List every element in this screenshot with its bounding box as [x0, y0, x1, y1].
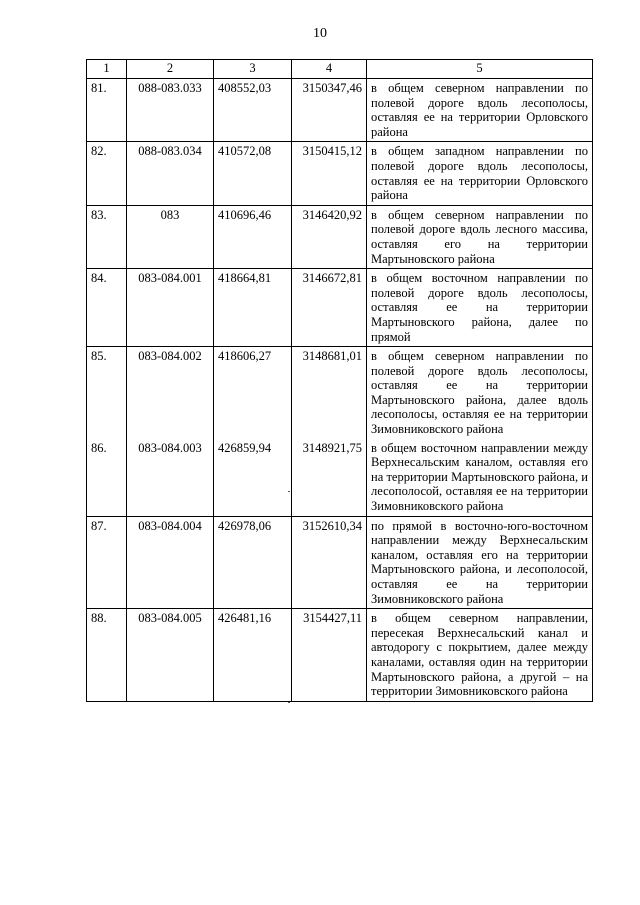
- row-number: 85.: [87, 347, 127, 439]
- boundary-description: по прямой в восточно-юго-восточном направлении между Верхнесальским каналом, оставляя его на территории Мартыновского района, и лесополосой, оставляя ее на территории Зимовниковского района: [367, 516, 593, 609]
- page-number: 10: [313, 26, 327, 41]
- row-number: 83.: [87, 205, 127, 268]
- column-header-number: 1: [87, 60, 127, 79]
- column-header-y: 4: [292, 60, 367, 79]
- column-header-code: 2: [127, 60, 214, 79]
- table-row: [87, 269, 593, 347]
- row-number: 82.: [87, 142, 127, 205]
- table-row: [87, 439, 593, 516]
- coordinate-y: 3152610,34: [292, 516, 367, 609]
- point-code: 083-084.004: [127, 516, 214, 609]
- boundary-points-table: [86, 59, 593, 702]
- boundary-description: в общем восточном направлении между Верхнесальским каналом, оставляя его на территории Мартыновского района, и лесополосой, оставляя ее на территории Зимовниковского района: [367, 439, 593, 516]
- column-header-description: 5: [367, 60, 593, 79]
- row-number: 81.: [87, 79, 127, 142]
- table-row: [87, 142, 593, 205]
- table-row: [87, 609, 593, 702]
- scan-speck: [288, 702, 290, 703]
- coordinate-y: 3146420,92: [292, 205, 367, 268]
- coordinate-x: 410572,08: [214, 142, 292, 205]
- point-code: 083-084.003: [127, 439, 214, 516]
- coordinate-y: 3148921,75: [292, 439, 367, 516]
- point-code: 088-083.033: [127, 79, 214, 142]
- coordinate-x: 418664,81: [214, 269, 292, 347]
- row-number: 87.: [87, 516, 127, 609]
- scan-speck: [288, 491, 290, 492]
- coordinate-y: 3154427,11: [292, 609, 367, 702]
- boundary-description: в общем восточном направлении по полевой дороге вдоль лесополосы, оставляя ее на территории Мартыновского района, далее по прямой: [367, 269, 593, 347]
- coordinate-y: 3148681,01: [292, 347, 367, 439]
- row-number: 88.: [87, 609, 127, 702]
- point-code: 088-083.034: [127, 142, 214, 205]
- coordinate-x: 418606,27: [214, 347, 292, 439]
- coordinate-x: 426978,06: [214, 516, 292, 609]
- row-number: 86.: [87, 439, 127, 516]
- boundary-description: в общем северном направлении, пересекая Верхнесальский канал и автодорогу с покрытием, далее между каналами, оставляя один на территории Мартыновского района, а другой – на территории Зимовниковского района: [367, 609, 593, 702]
- row-number: 84.: [87, 269, 127, 347]
- coordinate-y: 3146672,81: [292, 269, 367, 347]
- coordinate-y: 3150347,46: [292, 79, 367, 142]
- table-row: [87, 205, 593, 268]
- point-code: 083-084.001: [127, 269, 214, 347]
- coordinate-y: 3150415,12: [292, 142, 367, 205]
- table-header-row: [87, 60, 593, 79]
- point-code: 083-084.005: [127, 609, 214, 702]
- boundary-description: в общем северном направлении по полевой дороге вдоль лесополосы, оставляя ее на территории Орловского района: [367, 79, 593, 142]
- table-row: [87, 79, 593, 142]
- table-row: [87, 347, 593, 439]
- coordinate-x: 408552,03: [214, 79, 292, 142]
- boundary-description: в общем западном направлении по полевой дороге вдоль лесополосы, оставляя ее на территории Орловского района: [367, 142, 593, 205]
- coordinate-x: 410696,46: [214, 205, 292, 268]
- table-row: [87, 516, 593, 609]
- point-code: 083-084.002: [127, 347, 214, 439]
- point-code: 083: [127, 205, 214, 268]
- coordinate-x: 426859,94: [214, 439, 292, 516]
- boundary-description: в общем северном направлении по полевой дороге вдоль лесного массива, оставляя его на территории Мартыновского района: [367, 205, 593, 268]
- column-header-x: 3: [214, 60, 292, 79]
- coordinate-x: 426481,16: [214, 609, 292, 702]
- boundary-description: в общем северном направлении по полевой дороге вдоль лесополосы, оставляя ее на территории Мартыновского района, далее вдоль лесополосы, оставляя ее на территории Зимовниковского района: [367, 347, 593, 439]
